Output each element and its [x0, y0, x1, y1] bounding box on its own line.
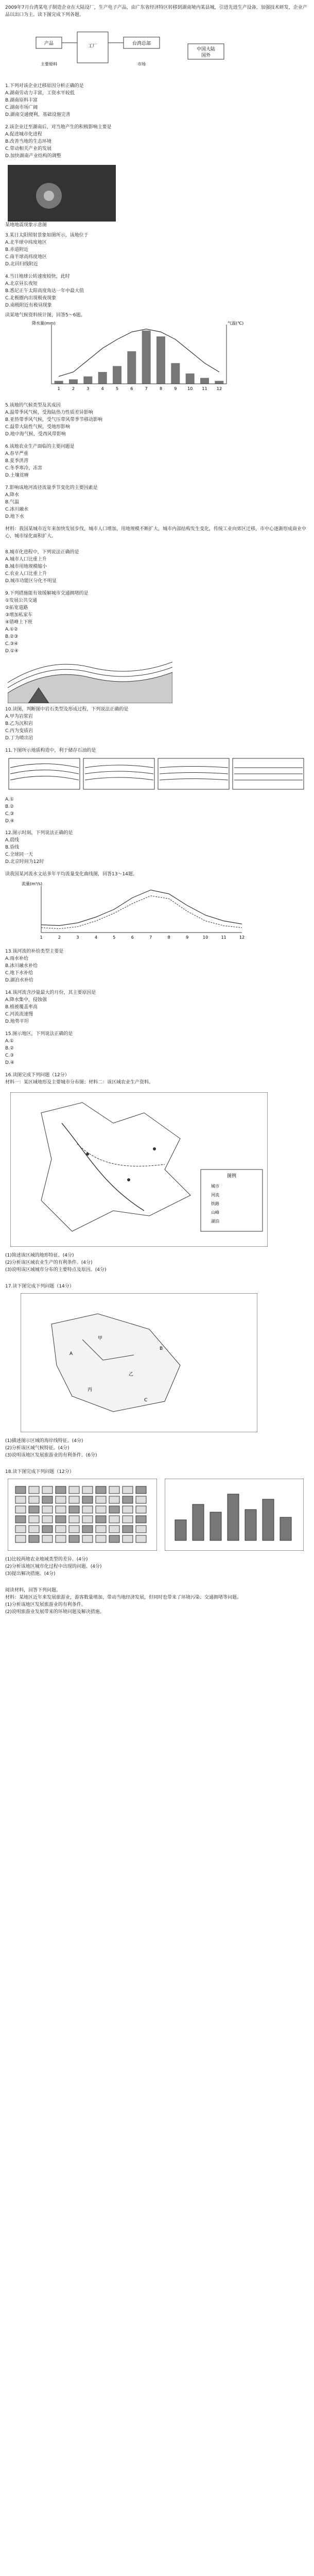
q13-stem: 13.该河流的补给类型主要是: [5, 949, 64, 954]
q18-fig-left: [8, 1479, 157, 1551]
q1-stem: 1.下列对该企业迁移原因分析正确的是: [5, 83, 84, 89]
climate-intro: [5, 312, 309, 319]
q18-grid-cell: [29, 1496, 39, 1503]
q18-grid-cell: [96, 1496, 106, 1503]
climate-left-label: 降水量(mm): [32, 321, 56, 326]
q18-grid-cell: [29, 1506, 39, 1513]
q18-grid-cell: [42, 1535, 53, 1543]
fig2-caption: 某地地震现象示意图: [5, 223, 47, 228]
month-tick: 9: [174, 386, 177, 391]
q18-grid-cell: [29, 1486, 39, 1494]
q17-header: [5, 1283, 309, 1290]
q18-grid-cell: [56, 1516, 66, 1523]
intro-text: 2009年7月台湾某电子制造企业在大陆设厂，生产电子产品，由广东省经济特区转移到湖南境内某县城，引进先进生产设备，加强技术研发，企业产品以出口为主。读下图完成下列各题。: [5, 5, 307, 18]
q17-stem: 17.读下图完成下列问题（14分）: [5, 1284, 74, 1289]
q16-legend-5: 湖泊: [211, 1219, 219, 1224]
month-tick: 3: [86, 386, 90, 391]
q11-stem: 11.下图所示地质构造中，利于储存石油的是: [5, 748, 96, 753]
q18-grid-cell: [136, 1516, 146, 1523]
fig1-label-abroad: 国外: [201, 53, 211, 58]
q18-grid-cell: [96, 1535, 106, 1543]
q17-label-2: 乙: [129, 1372, 134, 1377]
q18-grid-cell: [56, 1496, 66, 1503]
q13-block: [5, 948, 309, 984]
q18-bar: [263, 1499, 274, 1540]
q2-opt-a[interactable]: A.促进城市化进程: [5, 132, 42, 137]
q15-opt-d[interactable]: D.④: [5, 1060, 14, 1065]
q18-grid-cell: [96, 1526, 106, 1533]
hydro-month-tick: 4: [94, 935, 97, 940]
month-tick: 7: [145, 386, 148, 391]
q16-header: [5, 1072, 309, 1086]
hydro-month-tick: 5: [113, 935, 116, 940]
fig1-label-market: 市场: [137, 62, 146, 66]
q12-stem: 12.图示时刻，下列说法正确的是: [5, 831, 73, 836]
q14-block: [5, 989, 309, 1025]
q7-stem: 7.影响该地河流径流量季节变化的主要因素是: [5, 485, 98, 490]
q11-opt-b[interactable]: B.②: [5, 804, 14, 809]
q18-grid-cell: [29, 1526, 39, 1533]
month-tick: 2: [72, 386, 75, 391]
q13-opt-b[interactable]: B.冰川融水补给: [5, 963, 38, 969]
fig2-caption-block: [5, 222, 309, 229]
precip-bar: [200, 378, 209, 384]
hydro-axes-line: [41, 886, 242, 933]
q17-label-5: B: [160, 1346, 163, 1351]
q2-stem: 2.该企业迁至湖南后，对当地产生的积极影响主要是: [5, 125, 112, 130]
q5-opt-a[interactable]: A.温带季风气候，受海陆热力性质差异影响: [5, 410, 93, 415]
q16-stem: 16.读图完成下列问题（12分）: [5, 1073, 69, 1078]
closing-1: 阅读材料，回答下列问题。: [5, 1588, 61, 1593]
q7-block: [5, 484, 309, 520]
month-tick: 5: [115, 386, 119, 391]
q11-block: [5, 747, 309, 754]
q18-grid-cell: [15, 1486, 26, 1494]
q6-stem: 6.该地农业生产面临的主要问题是: [5, 444, 75, 449]
q3-block: [5, 232, 309, 268]
q18-grid-cell: [82, 1486, 93, 1494]
q18-bar: [210, 1512, 221, 1540]
hydro-month-tick: 2: [58, 935, 61, 940]
hydro-month-tick: 3: [76, 935, 79, 940]
q18-bar: [280, 1517, 291, 1540]
q10-block: [5, 706, 309, 742]
q8-opt-c[interactable]: C.农业人口比重上升: [5, 571, 47, 577]
q18-grid-cell: [42, 1486, 53, 1494]
month-tick: 8: [159, 386, 163, 391]
q9-block: [5, 590, 309, 655]
q18-grid-cell: [56, 1486, 66, 1494]
q17-label-6: C: [144, 1398, 148, 1403]
closing-4: (2)说明旅游业发展带来的环境问题及解决措施。: [5, 1609, 104, 1615]
q1-opt-d[interactable]: D.湖南交通便利，基础设施完善: [5, 112, 71, 117]
q18-bar: [245, 1510, 256, 1540]
fig2-photo: [8, 165, 116, 222]
q16-legend-2: 河流: [211, 1193, 219, 1197]
q8-opt-d[interactable]: D.城市功能区分化不明显: [5, 579, 57, 584]
fig1-right-box: [185, 36, 226, 67]
q18-grid-cell: [96, 1486, 106, 1494]
q10-opt-b[interactable]: B.乙为沉积岩: [5, 721, 33, 726]
precip-bar: [215, 381, 223, 384]
q18-grid-cell: [56, 1526, 66, 1533]
fig1-label-factory: 工厂: [88, 44, 98, 49]
q8-block: [5, 549, 309, 585]
q17-subqs: [5, 1437, 309, 1459]
q16-legend-3: 铁路: [211, 1201, 219, 1206]
q18-fig-right: [165, 1479, 304, 1551]
q18-grid-cell: [136, 1496, 146, 1503]
q3-opt-a[interactable]: A.北半球中纬度地区: [5, 240, 47, 245]
q17-sub-3: (3)说明该地区发展旅游业的有利条件。(6分): [5, 1453, 97, 1458]
q18-grid-cell: [69, 1535, 79, 1543]
q5-opt-b[interactable]: B.亚热带季风气候，受气压带风带季节移动影响: [5, 417, 103, 422]
month-tick: 10: [187, 386, 193, 391]
q12-opt-a[interactable]: A.晨线: [5, 838, 19, 843]
para2-text: 读我国某河流水文站多年平均流量变化曲线图，回答13～14题。: [5, 872, 137, 877]
hydro-month-tick: 6: [131, 935, 134, 940]
q4-opt-a[interactable]: A.北京昼长夜短: [5, 281, 38, 286]
precip-bar: [55, 381, 63, 384]
fig1-label-hq: 台湾总部: [132, 41, 151, 46]
q7-opt-d[interactable]: D.地下水: [5, 514, 24, 519]
q15-stem: 15.图示地区，下列说法正确的是: [5, 1031, 73, 1037]
q12-opt-d[interactable]: D.北京时间为12时: [5, 859, 44, 865]
intro-block: [5, 4, 309, 19]
q6-opt-c[interactable]: C.冬季寒冷，冻害: [5, 466, 43, 471]
q18-grid-cell: [123, 1506, 133, 1513]
q11-opt-a[interactable]: A.①: [5, 797, 14, 802]
q18-grid-cell: [96, 1516, 106, 1523]
q9-opt-b[interactable]: B.②③: [5, 634, 19, 639]
q18-grid-cell: [42, 1526, 53, 1533]
q18-grid-cell: [15, 1535, 26, 1543]
fig1-flow-diagram: [31, 22, 165, 78]
q18-header: [5, 1468, 309, 1476]
q3-opt-d[interactable]: D.北回归线附近: [5, 262, 38, 267]
q18-bar: [175, 1520, 186, 1540]
q18-subqs: [5, 1556, 309, 1578]
hydro-y-label: 流量(m³/s): [22, 882, 43, 886]
fig1-label-china: 中国大陆: [196, 47, 216, 52]
precip-bar: [127, 351, 136, 384]
q10-opt-d[interactable]: D.丁为喷出岩: [5, 736, 33, 741]
q17-label-3: 丙: [88, 1387, 93, 1393]
q18-grid-cell: [56, 1506, 66, 1513]
q18-grid-cell: [136, 1535, 146, 1543]
q14-opt-d[interactable]: D.地势平坦: [5, 1019, 29, 1024]
q16-sub-1: (1)简述该区域的地形特征。(4分): [5, 1253, 74, 1258]
q8-stem: 8.城市化进程中，下列说法正确的是: [5, 550, 79, 555]
q11-panel: [158, 758, 229, 789]
hydro-month-tick: 10: [202, 935, 208, 940]
q9-item-3: ③增加私家车: [5, 613, 33, 618]
q4-block: [5, 273, 309, 309]
q15-opt-a[interactable]: A.①: [5, 1039, 14, 1044]
q5-stem: 5.该地的气候类型及其成因: [5, 403, 61, 408]
hydro-month-tick: 8: [167, 935, 170, 940]
q3-stem: 3.某日太阳照射景象如图所示，该地位于: [5, 233, 89, 238]
q18-grid-cell: [109, 1535, 119, 1543]
q4-stem: 4.当日地球公转速度较快，此时: [5, 274, 70, 279]
q18-grid-cell: [123, 1486, 133, 1494]
q15-opt-b[interactable]: B.②: [5, 1046, 14, 1051]
q2-block: [5, 124, 309, 160]
q14-stem: 14.该河流含沙量最大的月份，其主要原因是: [5, 990, 96, 995]
q5-opt-c[interactable]: C.温带大陆性气候，受地形影响: [5, 425, 71, 430]
q18-grid-cell: [15, 1516, 26, 1523]
q18-sub-2: (2)分析该地区城市化过程中出现的问题。(4分): [5, 1564, 102, 1569]
q9-stem: 9.下列措施能有效缓解城市交通拥堵的是: [5, 591, 89, 596]
q4-opt-c[interactable]: C.北极圈内出现极夜现象: [5, 296, 57, 301]
q18-grid-cell: [123, 1535, 133, 1543]
q6-opt-d[interactable]: D.土壤贫瘠: [5, 473, 29, 478]
q18-stem: 18.读下图完成下列问题（12分）: [5, 1469, 74, 1475]
q18-grid-cell: [136, 1486, 146, 1494]
q18-grid-cell: [69, 1486, 79, 1494]
q4-opt-b[interactable]: B.悉尼正午太阳高度角达一年中最大值: [5, 289, 84, 294]
q18-grid-cell: [69, 1516, 79, 1523]
q18-grid-cell: [109, 1506, 119, 1513]
q15-opt-c[interactable]: C.③: [5, 1053, 14, 1058]
q17-label-1: 甲: [98, 1336, 103, 1341]
q18-grid-cell: [15, 1496, 26, 1503]
q11-opt-d[interactable]: D.④: [5, 819, 14, 824]
q16-legend-1: 城市: [211, 1184, 219, 1189]
precip-bar: [171, 363, 180, 384]
q18-grid-cell: [69, 1496, 79, 1503]
q17-label-4: A: [69, 1351, 73, 1357]
climate-text: 读某地气候资料统计图，回答5～6题。: [5, 313, 85, 318]
q9-opt-c[interactable]: C.③④: [5, 641, 19, 647]
hydro-month-tick: 7: [149, 935, 152, 940]
q12-block: [5, 829, 309, 866]
q3-opt-c[interactable]: C.南半球高纬度地区: [5, 255, 47, 260]
fig1-label-product: 产品: [44, 41, 54, 46]
q7-opt-c[interactable]: C.冰川融水: [5, 507, 29, 512]
q18-grid-cell: [82, 1526, 93, 1533]
precip-bar: [83, 377, 92, 384]
q14-opt-b[interactable]: B.植被覆盖率高: [5, 1005, 38, 1010]
q18-grid-cell: [42, 1506, 53, 1513]
rock-layers-figure: [8, 657, 172, 703]
month-tick: 6: [130, 386, 133, 391]
q16-map: [10, 1092, 268, 1247]
q18-grid-cell: [123, 1516, 133, 1523]
closing-2: 材料：某地区近年来发展旅游业，游客数量增加，带动当地经济发展，但同时也带来了环境污染、交通拥堵等问题。: [5, 1595, 242, 1600]
climate-chart: [31, 319, 247, 397]
q18-grid-cell: [15, 1506, 26, 1513]
q15-block: [5, 1030, 309, 1066]
q6-opt-a[interactable]: A.春旱严重: [5, 451, 28, 456]
q10-stem: 10.读图，判断图中岩石类型及形成过程，下列说法正确的是: [5, 707, 129, 712]
q18-grid-cell: [123, 1496, 133, 1503]
q2-opt-b[interactable]: B.改善当地的生态环境: [5, 139, 52, 144]
q18-grid-cell: [136, 1526, 146, 1533]
q18-grid-cell: [42, 1516, 53, 1523]
q9-item-4: ④错峰上下班: [5, 620, 33, 625]
q17-sub-1: (1)描述图示区域的海岸线特征。(4分): [5, 1438, 83, 1444]
q3-opt-b[interactable]: B.赤道附近: [5, 247, 29, 252]
q10-opt-c[interactable]: C.丙为变质岩: [5, 728, 33, 734]
q18-grid-cell: [136, 1506, 146, 1513]
q18-grid-cell: [123, 1526, 133, 1533]
precip-bar: [186, 374, 195, 384]
fig1-label-material: 主要原料: [41, 62, 57, 66]
q12-opt-b[interactable]: B.昏线: [5, 845, 20, 850]
q9-opt-a[interactable]: A.①②: [5, 627, 18, 632]
q14-opt-c[interactable]: C.河流流速慢: [5, 1012, 33, 1017]
q16-subqs: [5, 1252, 309, 1274]
q5-block: [5, 402, 309, 438]
para2-block: [5, 871, 309, 878]
precip-bar: [142, 331, 151, 384]
q11-opts: [5, 796, 309, 825]
q2-opt-c[interactable]: C.带动相关产业的发展: [5, 146, 52, 151]
q18-grid-cell: [42, 1496, 53, 1503]
q11-panel: [9, 758, 80, 789]
q16-sub-3: (3)说明该区域城市分布的主要特点及原因。(4分): [5, 1267, 107, 1273]
q18-grid-cell: [109, 1516, 119, 1523]
q10-opt-a[interactable]: A.甲为岩浆岩: [5, 714, 33, 719]
q18-grid-cell: [109, 1486, 119, 1494]
climate-right-label: 气温(℃): [228, 321, 244, 326]
para1-block: [5, 526, 309, 540]
month-tick: 12: [216, 386, 222, 391]
q11-opt-c[interactable]: C.③: [5, 811, 14, 817]
q18-bar: [193, 1504, 204, 1540]
q16-sub-2: (2)分析该区域农业生产的有利条件。(4分): [5, 1260, 93, 1265]
hydro-month-tick: 1: [40, 935, 43, 940]
q17-sub-2: (2)分析该区域气候特征。(4分): [5, 1446, 69, 1451]
month-tick: 4: [101, 386, 104, 391]
q14-opt-a[interactable]: A.降水集中，侵蚀强: [5, 997, 47, 1003]
q18-grid-cell: [56, 1535, 66, 1543]
q7-opt-b[interactable]: B.气温: [5, 500, 20, 505]
q18-bar: [228, 1494, 239, 1540]
q1-block: [5, 82, 309, 118]
q8-opt-a[interactable]: A.城市人口比重上升: [5, 557, 47, 562]
q18-grid-cell: [29, 1535, 39, 1543]
q2-opt-d[interactable]: D.加快湖南产业结构的调整: [5, 154, 61, 159]
q18-sub-1: (1)比较两地农业地域类型的差异。(4分): [5, 1557, 88, 1562]
q16-legend-4: 山峰: [211, 1210, 219, 1215]
q18-grid-cell: [96, 1506, 106, 1513]
month-tick: 11: [202, 386, 207, 391]
q18-grid-cell: [29, 1516, 39, 1523]
q1-opt-c[interactable]: C.湖南市场广阔: [5, 105, 38, 110]
hydro-chart: [21, 881, 252, 943]
q16-body: 材料一：某区域地形及主要城市分布图；材料二：该区域农业生产资料。: [5, 1080, 154, 1085]
q4-opt-d[interactable]: D.南极附近有极昼现象: [5, 303, 52, 308]
q11-panel: [83, 758, 154, 789]
q9-item-1: ①发展公共交通: [5, 598, 38, 603]
q7-opt-a[interactable]: A.降水: [5, 493, 19, 498]
q13-opt-a[interactable]: A.雨水补给: [5, 956, 28, 961]
q16-legend-title: 图例: [226, 1174, 237, 1179]
precip-bar: [113, 366, 121, 384]
q1-opt-b[interactable]: B.湖南原料丰富: [5, 98, 38, 103]
q11-structures: [8, 757, 306, 793]
precip-bar: [69, 379, 78, 384]
hydro-month-tick: 9: [186, 935, 189, 940]
precip-bar: [98, 372, 107, 384]
q12-opt-c[interactable]: C.全球同一天: [5, 852, 33, 857]
month-tick: 1: [57, 386, 60, 391]
q18-grid-cell: [69, 1506, 79, 1513]
hydro-month-tick: 11: [221, 935, 226, 940]
q18-grid-cell: [82, 1535, 93, 1543]
para1-text: 材料：我国某城市近年来加快发展步伐，城市人口增加，用地规模不断扩大，城市内部结构发生变化，传统工业向郊区迁移，市中心逐渐形成商业中心，城市绿化面积扩大。: [5, 527, 307, 539]
q8-opt-b[interactable]: B.城市用地规模缩小: [5, 564, 47, 569]
closing-3: (1)分析该地区发展旅游业的有利条件。: [5, 1602, 86, 1607]
q18-grid-cell: [69, 1526, 79, 1533]
q5-opt-d[interactable]: D.地中海气候，受西风带影响: [5, 432, 66, 437]
q9-opt-d[interactable]: D.①④: [5, 649, 19, 654]
q6-block: [5, 443, 309, 479]
q18-grid-cell: [109, 1496, 119, 1503]
q18-grid-cell: [82, 1496, 93, 1503]
q18-grid-cell: [15, 1526, 26, 1533]
precip-bar: [156, 336, 165, 384]
q17-map: [21, 1293, 257, 1432]
q13-opt-c[interactable]: C.地下水补给: [5, 971, 33, 976]
closing-block: [5, 1587, 309, 1616]
q18-grid-cell: [82, 1506, 93, 1513]
q1-opt-a[interactable]: A.湖南劳动力丰富，工资水平较低: [5, 91, 75, 96]
q18-grid-cell: [82, 1516, 93, 1523]
q6-opt-b[interactable]: B.夏季洪涝: [5, 459, 29, 464]
q18-grid-cell: [109, 1526, 119, 1533]
q9-item-2: ②拓宽道路: [5, 605, 28, 611]
hydro-month-tick: 12: [239, 935, 245, 940]
q18-sub-3: (3)提出解决措施。(4分): [5, 1571, 56, 1577]
q13-opt-d[interactable]: D.湖泊水补给: [5, 978, 33, 983]
climate-axes-line: [51, 325, 226, 384]
